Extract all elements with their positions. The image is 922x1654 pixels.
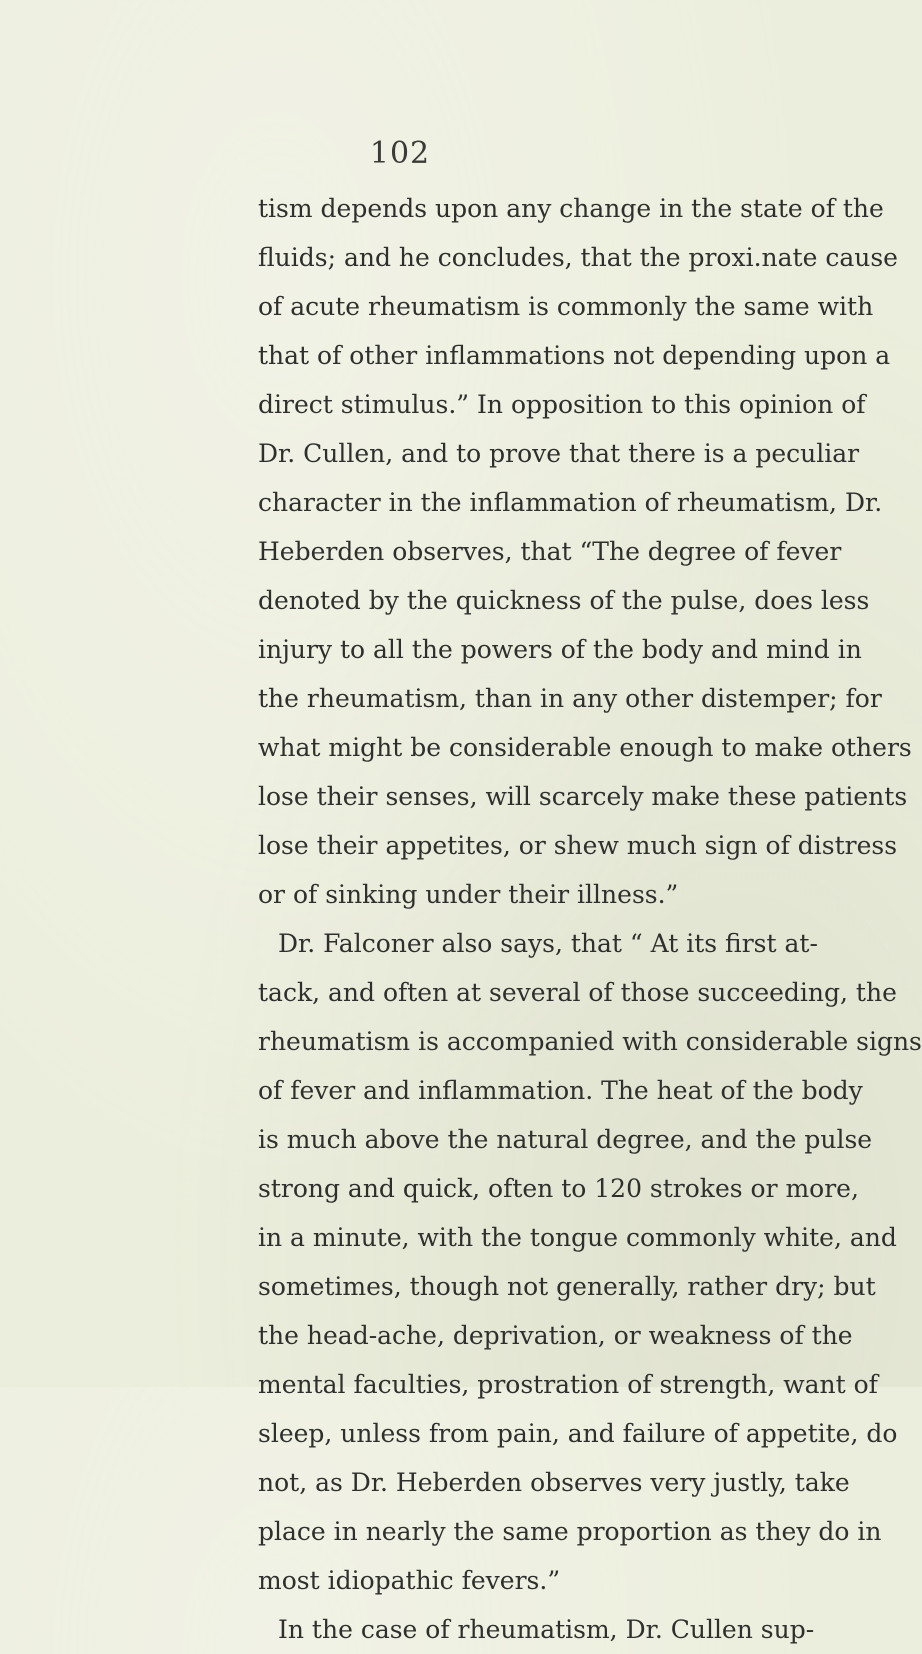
text-line: denoted by the quickness of the pulse, does less bbox=[258, 586, 870, 615]
text-line: Dr. Falconer also says, that “ At its first at- bbox=[278, 929, 818, 958]
text-line: lose their senses, will scarcely make these patients bbox=[258, 782, 908, 811]
text-line: tack, and often at several of those succeeding, the bbox=[258, 978, 897, 1007]
text-line: mental faculties, prostration of strength, want of bbox=[258, 1370, 878, 1399]
text-line: the head-ache, deprivation, or weakness of the bbox=[258, 1321, 853, 1350]
text-line: what might be considerable enough to make others bbox=[258, 733, 912, 762]
body-text bbox=[258, 184, 922, 1654]
text-line: sometimes, though not generally, rather dry; but bbox=[258, 1272, 876, 1301]
text-line: place in nearly the same proportion as they do in bbox=[258, 1517, 882, 1546]
text-line: of fever and inflammation. The heat of the body bbox=[258, 1076, 863, 1105]
text-line: character in the inflammation of rheumatism, Dr. bbox=[258, 488, 883, 517]
text-line: In the case of rheumatism, Dr. Cullen sup- bbox=[278, 1615, 815, 1644]
text-line: strong and quick, often to 120 strokes or more, bbox=[258, 1174, 859, 1203]
text-line: direct stimulus.” In opposition to this opinion of bbox=[258, 390, 866, 419]
text-line: the rheumatism, than in any other distemper; for bbox=[258, 684, 882, 713]
text-line: lose their appetites, or shew much sign of distress bbox=[258, 831, 898, 860]
text-line: of acute rheumatism is commonly the same with bbox=[258, 292, 874, 321]
text-line: that of other inflammations not depending upon a bbox=[258, 341, 891, 370]
page-number: 102 bbox=[369, 136, 431, 171]
text-line: or of sinking under their illness.” bbox=[258, 880, 679, 909]
text-line: not, as Dr. Heberden observes very justly, take bbox=[258, 1468, 850, 1497]
text-line: rheumatism is accompanied with considerable signs bbox=[258, 1027, 922, 1056]
text-line: injury to all the powers of the body and mind in bbox=[258, 635, 862, 664]
text-line: tism depends upon any change in the state of the bbox=[258, 194, 884, 223]
text-line: most idiopathic fevers.” bbox=[258, 1566, 561, 1595]
text-line: is much above the natural degree, and the pulse bbox=[258, 1125, 873, 1154]
text-line: fluids; and he concludes, that the proxi.nate cause bbox=[258, 243, 898, 272]
text-line: sleep, unless from pain, and failure of appetite, do bbox=[258, 1419, 898, 1448]
text-line: in a minute, with the tongue commonly white, and bbox=[258, 1223, 897, 1252]
text-line: Dr. Cullen, and to prove that there is a peculiar bbox=[258, 439, 860, 468]
text-line: Heberden observes, that “The degree of fever bbox=[258, 537, 842, 566]
